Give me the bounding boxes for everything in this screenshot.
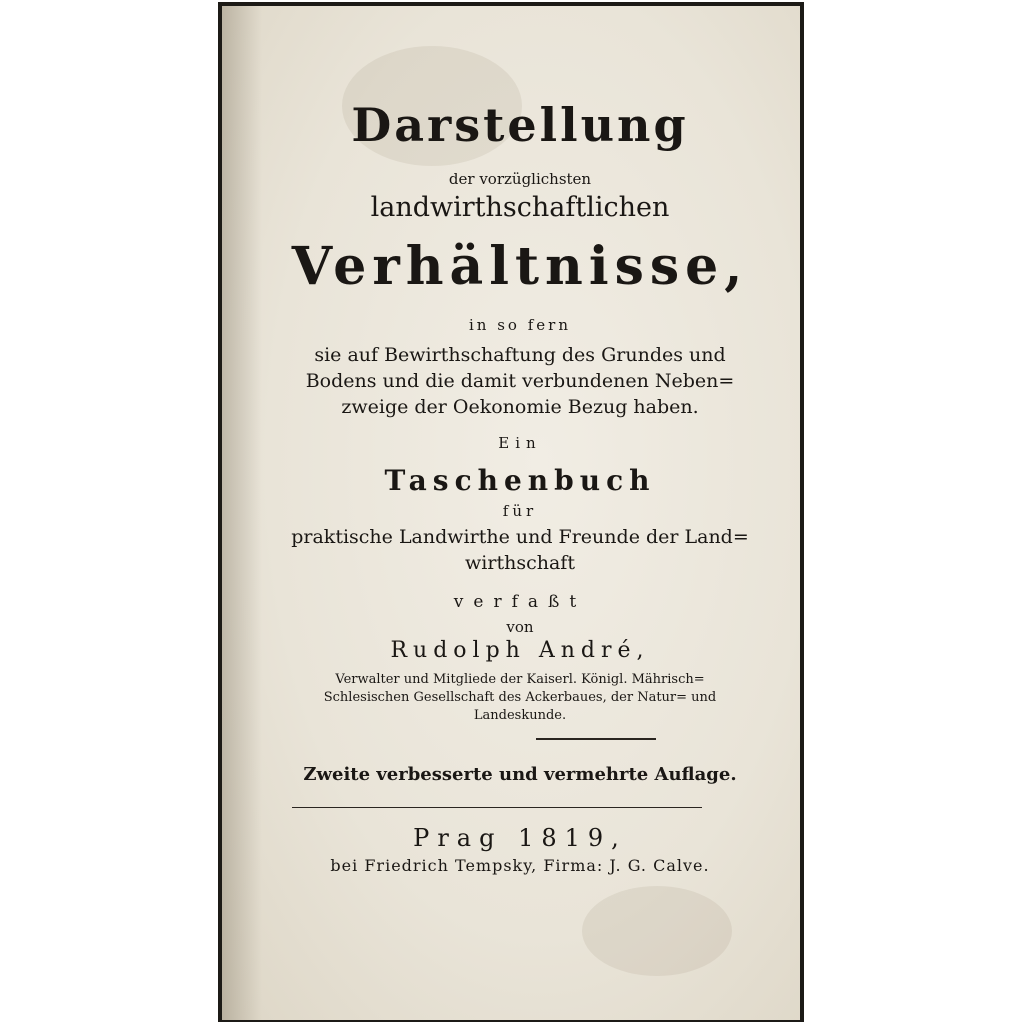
main-title: Darstellung (351, 98, 689, 152)
place-year: Prag 1819, (413, 824, 627, 852)
ein-label: Ein (498, 434, 542, 452)
clause-line-3: Bodens und die damit verbundenen Neben= (305, 370, 735, 392)
paper-stain (582, 886, 732, 976)
affiliation-line-3: Landeskunde. (473, 708, 567, 723)
edition-note: Zweite verbesserte und vermehrte Auflage. (303, 764, 737, 785)
gutter-shadow (222, 6, 262, 1020)
clause-line-2: sie auf Bewirthschaftung des Grundes und (314, 344, 726, 366)
title-page (222, 6, 800, 1020)
ornamental-rule (536, 738, 656, 740)
von-label: von (506, 618, 534, 636)
publisher-line: bei Friedrich Tempsky, Firma: J. G. Calve. (330, 856, 710, 875)
audience-line-1: praktische Landwirthe und Freunde der Land= (291, 526, 749, 548)
affiliation-line-2: Schlesischen Gesellschaft des Ackerbaues, der Natur= und (323, 690, 717, 705)
clause-line-1: in so fern (469, 316, 571, 334)
author-name: Rudolph André, (390, 638, 650, 663)
title-line-4: Verhältnisse, (291, 236, 749, 297)
clause-line-4: zweige der Oekonomie Bezug haben. (341, 396, 699, 418)
title-line-3: landwirthschaftlichen (370, 192, 670, 223)
fur-label: für (502, 502, 538, 520)
divider-rule (292, 807, 702, 808)
audience-line-2: wirthschaft (465, 552, 575, 574)
verfasst-label: verfaßt (453, 592, 587, 612)
title-line-2: der vorzüglichsten (448, 170, 592, 188)
affiliation-line-1: Verwalter und Mitgliede der Kaiserl. Königl. Mährisch= (335, 672, 705, 687)
taschenbuch-title: Taschenbuch (384, 464, 656, 497)
